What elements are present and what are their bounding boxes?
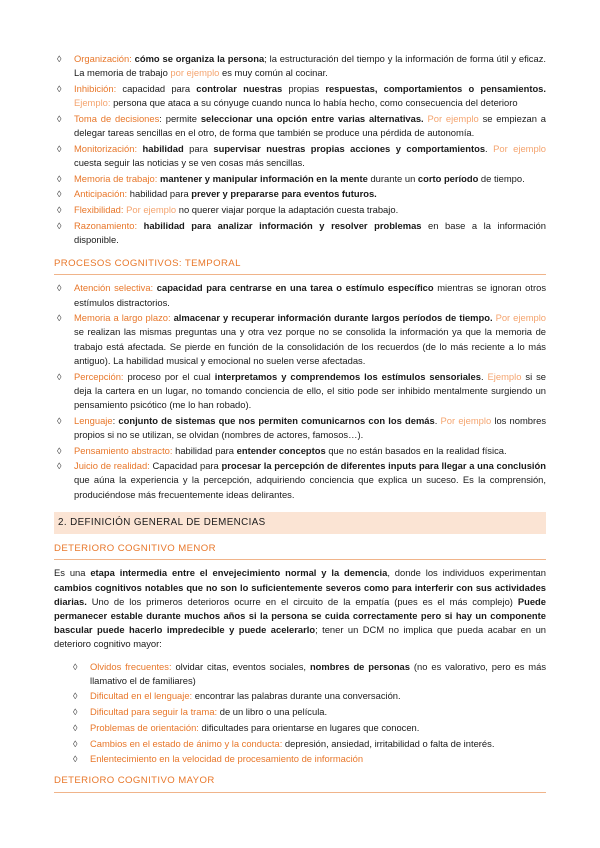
diamond-bullet-icon: ◊ — [57, 173, 62, 184]
term-label: Anticipación: — [74, 188, 128, 200]
bold-text: respuestas, comportamientos o pensamientos. — [325, 82, 546, 94]
term-label: Olvidos frecuentes: — [90, 660, 172, 672]
bold-text: prever y prepararse para eventos futuros. — [191, 188, 377, 200]
dcm-menor-paragraph — [54, 566, 546, 651]
bold-text: entender conceptos — [236, 444, 326, 456]
bold-text: interpretamos y comprendemos los estímulos sensoriales — [214, 370, 481, 382]
text-run: . — [485, 142, 494, 154]
term-label: Problemas de orientación: — [90, 721, 199, 733]
text-run: (no es valorativo, pero es más llamativo el de familiares) — [90, 660, 547, 686]
list-item — [54, 752, 546, 766]
bold-text: almacenar y recuperar información durante largos períodos de tiempo. — [173, 312, 493, 324]
text-run: se realizan las mismas preguntas una y otra vez porque no se consolida la información ya que la memoria de trabajo está afectada. Se pierde en función de la consolidación de los recuerdos (de lo más reciente a lo más antiguo). La habilidad musical y emocional no suelen verse afectadas. — [74, 326, 546, 366]
diamond-bullet-icon: ◊ — [57, 220, 62, 231]
term-label: Inhibición: — [74, 82, 117, 94]
diamond-bullet-icon: ◊ — [57, 445, 62, 456]
text-run: olvidar citas, eventos sociales, — [171, 660, 310, 672]
text-run: no querer viajar porque la adaptación cuesta trabajo. — [176, 204, 399, 216]
text-run: los nombres propios si no se utilizan, se olvidan (nombres de actores, famosos…). — [74, 414, 547, 440]
list-item — [54, 444, 546, 458]
example-marker: Por ejemplo — [126, 204, 177, 216]
term-label: Dificultad para seguir la trama: — [90, 706, 218, 718]
text-run: durante un — [367, 172, 418, 184]
example-marker: Ejemplo: — [74, 97, 111, 109]
list-item — [54, 721, 546, 735]
bold-text: cambios cognitivos notables que no son lo suficientemente severos como para interferir con sus actividades diarias. — [54, 581, 546, 607]
example-marker: por ejemplo — [170, 67, 220, 79]
list-item — [54, 203, 546, 217]
bold-text: conjunto de sistemas que nos permiten comunicarnos con los demás — [118, 414, 435, 426]
term-label: Toma de decisiones — [74, 112, 160, 124]
diamond-bullet-icon: ◊ — [57, 143, 62, 154]
text-run: se empiezan a delegar tareas sencillas en el otro, de forma que también se produce una pérdida de autonomía. — [74, 112, 546, 139]
term-label: Razonamiento: — [74, 219, 138, 231]
diamond-bullet-icon: ◊ — [57, 415, 62, 426]
heading-definicion-demencias: 2. DEFINICIÓN GENERAL DE DEMENCIAS — [54, 512, 546, 534]
list-item — [54, 689, 546, 703]
text-run: propias — [282, 82, 326, 94]
term-label: Organización: — [74, 53, 132, 64]
bold-text: cómo se organiza la persona — [131, 53, 265, 64]
bold-text: nombres de personas — [309, 660, 410, 672]
list-item — [54, 172, 546, 186]
list-item — [54, 82, 546, 110]
text-run: de tiempo. — [478, 172, 525, 184]
diamond-bullet-icon: ◊ — [57, 54, 62, 64]
section-title-dcm-mayor: DETERIORO COGNITIVO MAYOR — [54, 774, 546, 792]
bold-text: corto período — [417, 172, 479, 184]
text-run: que no están basados en la realidad física. — [325, 444, 507, 456]
example-marker: Por ejemplo — [493, 142, 547, 154]
term-label: Dificultad en el lenguaje: — [90, 690, 193, 702]
term-label: Percepción: — [74, 370, 124, 382]
bold-text: habilidad — [142, 142, 184, 154]
text-run: depresión, ansiedad, irritabilidad o falta de interés. — [282, 737, 495, 749]
text-run: . — [434, 414, 441, 426]
list-item — [54, 112, 546, 140]
text-run: habilidad para — [127, 188, 192, 200]
bold-text: etapa intermedia entre el envejecimiento normal y la demencia — [90, 567, 388, 579]
diamond-bullet-icon: ◊ — [57, 283, 62, 294]
text-run: cuesta seguir las noticias y se ven cosas más sencillas. — [74, 156, 305, 168]
term-label: Atención selectiva: — [74, 282, 154, 294]
diamond-bullet-icon: ◊ — [57, 461, 62, 472]
list-item — [54, 660, 546, 688]
text-run: en base a la información disponible. — [74, 219, 546, 245]
text-run: persona que ataca a su cónyuge cuando nunca lo había hecho, como consecuencia del deterioro — [110, 97, 518, 109]
example-marker: Por ejemplo — [427, 112, 479, 124]
diamond-bullet-icon: ◊ — [57, 189, 62, 200]
diamond-bullet-icon: ◊ — [73, 722, 78, 733]
dcm-menor-symptoms-list — [54, 660, 546, 767]
text-run: : — [112, 414, 119, 426]
example-marker: Ejemplo — [487, 370, 522, 382]
text-run: . — [480, 370, 488, 382]
diamond-bullet-icon: ◊ — [57, 205, 62, 216]
list-item — [54, 311, 546, 368]
bold-text: capacidad para centrarse en una tarea o estímulo específico — [156, 282, 434, 294]
text-run: proceso por el cual — [123, 370, 215, 382]
term-label: Lenguaje — [74, 414, 113, 426]
text-run: ; la estructuración del tiempo y la información de forma útil y eficaz. La memoria de trabajo — [74, 53, 546, 79]
diamond-bullet-icon: ◊ — [73, 754, 78, 765]
text-run: Es una — [54, 567, 91, 579]
bold-text: procesar la percepción de diferentes inputs para llegar a una conclusión — [221, 460, 546, 472]
temporal-processes-list — [54, 281, 546, 502]
list-item — [54, 705, 546, 719]
text-run: habilidad para — [172, 444, 237, 456]
term-label: Juicio de realidad: — [74, 460, 150, 472]
term-label: Enlentecimiento en la velocidad de procesamiento de información — [90, 753, 364, 765]
text-run: , donde los individuos experimentan — [387, 567, 546, 579]
text-run: si se deja la cartera en un lugar, no tomando conciencia de ello, el sitio pode ser inhibido mentalmente surgiendo un pensamiento psicótico (me lo han robado). — [74, 370, 547, 410]
diamond-bullet-icon: ◊ — [73, 661, 78, 672]
text-run: Uno de los primeros deterioros ocurre en el circuito de la empatía (pues es el más complejo) — [86, 595, 518, 607]
text-run: de un libro o una película. — [217, 706, 328, 718]
text-run: encontrar las palabras durante una conversación. — [192, 690, 401, 702]
diamond-bullet-icon: ◊ — [57, 313, 62, 324]
text-run: Capacidad para — [149, 460, 222, 472]
bold-text: supervisar nuestras propias acciones y comportamientos — [213, 142, 486, 154]
diamond-bullet-icon: ◊ — [57, 113, 62, 124]
list-item — [54, 52, 546, 80]
section-title-dcm-menor: DETERIORO COGNITIVO MENOR — [54, 542, 546, 560]
bold-text: seleccionar una opción entre varias alternativas. — [200, 112, 424, 124]
term-label: Pensamiento abstracto: — [74, 444, 173, 456]
diamond-bullet-icon: ◊ — [73, 691, 78, 702]
bold-text: Puede permanecer estable durante muchos años si la persona se cuida correctamente pero si hay un componente bascular puede hacerlo impredecible y puede acelerarlo — [54, 595, 546, 636]
list-item — [54, 459, 546, 502]
diamond-bullet-icon: ◊ — [73, 738, 78, 749]
bold-text: controlar nuestras — [196, 82, 283, 94]
example-marker: Por ejemplo — [440, 414, 492, 426]
bold-text: mantener y manipular información en la mente — [159, 172, 368, 184]
diamond-bullet-icon: ◊ — [73, 707, 78, 718]
list-item — [54, 187, 546, 201]
example-marker: Por ejemplo — [495, 312, 547, 324]
list-item — [54, 414, 546, 442]
term-label: Cambios en el estado de ánimo y la conducta: — [90, 737, 283, 749]
text-run: : permite — [159, 112, 201, 124]
list-item — [54, 142, 546, 170]
text-run: mientras se ignoran otros estímulos distractorios. — [74, 282, 547, 308]
term-label: Flexibilidad: — [74, 204, 124, 216]
text-run: para — [183, 142, 214, 154]
text-run: capacidad para — [116, 82, 197, 94]
list-item — [54, 737, 546, 751]
term-label: Memoria a largo plazo: — [74, 312, 171, 324]
bold-text: habilidad para analizar información y resolver problemas — [143, 219, 422, 231]
diamond-bullet-icon: ◊ — [57, 371, 62, 382]
diamond-bullet-icon: ◊ — [57, 83, 62, 94]
term-label: Memoria de trabajo: — [74, 172, 158, 184]
list-item — [54, 281, 546, 309]
text-run: dificultades para orientarse en lugares que conocen. — [198, 721, 420, 733]
executive-functions-list — [54, 52, 546, 247]
term-label: Monitorización: — [74, 142, 138, 154]
text-run: que aúna la experiencia y la percepción, adquiriendo conciencia que explica un suceso. Es la comprensión, produciéndose más frecuentemente ideas delirantes. — [74, 474, 546, 500]
list-item — [54, 219, 546, 247]
text-run: es muy común al cocinar. — [219, 67, 328, 79]
list-item — [54, 370, 546, 413]
text-run: ; tener un DCM no implica que pueda acabar en un deterioro cognitivo mayor: — [54, 624, 546, 650]
section-title-temporal: PROCESOS COGNITIVOS: TEMPORAL — [54, 257, 546, 275]
